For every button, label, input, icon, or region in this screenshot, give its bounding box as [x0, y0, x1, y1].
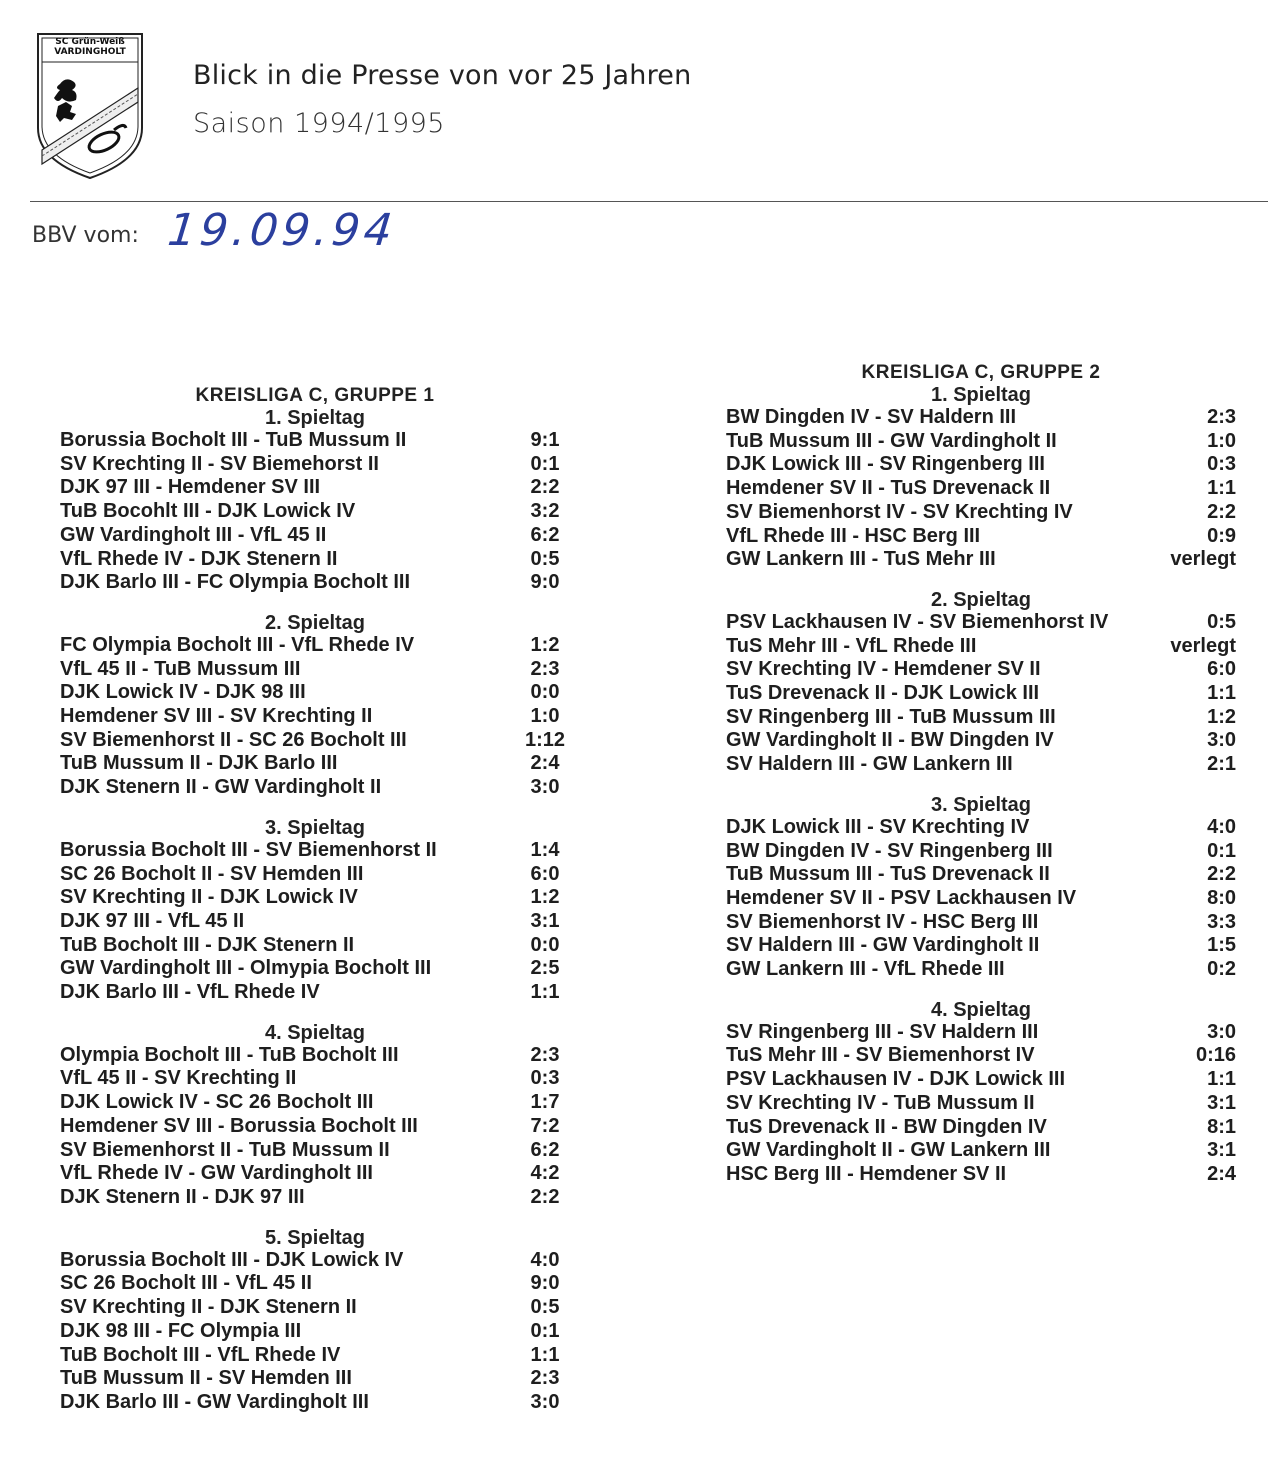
match-row	[726, 863, 1236, 887]
match-row	[726, 1139, 1236, 1163]
match-fixture: SV Krechting II - DJK Lowick IV	[60, 886, 358, 909]
match-fixture: GW Vardingholt III - VfL 45 II	[60, 523, 327, 546]
match-score: 2:2	[530, 476, 560, 499]
match-fixture: TuB Mussum III - GW Vardingholt II	[726, 429, 1057, 452]
match-score: 0:3	[530, 1067, 560, 1090]
match-row	[726, 453, 1236, 477]
match-score: 6:2	[530, 523, 560, 546]
match-fixture: SV Krechting IV - TuB Mussum II	[726, 1091, 1035, 1114]
match-score: 8:1	[1207, 1115, 1236, 1138]
match-row	[726, 1092, 1236, 1116]
match-row	[60, 776, 570, 800]
match-row	[60, 1391, 570, 1415]
match-score: 0:9	[1207, 524, 1236, 547]
match-row	[726, 1116, 1236, 1140]
match-row	[60, 500, 570, 524]
match-score: 0:0	[530, 933, 560, 956]
match-score: 1:12	[524, 728, 566, 751]
match-fixture: DJK Lowick III - SV Krechting IV	[726, 815, 1030, 838]
match-row	[726, 477, 1236, 501]
match-fixture: SV Biemenhorst IV - HSC Berg III	[726, 910, 1039, 933]
match-fixture: DJK Lowick III - SV Ringenberg III	[726, 453, 1045, 476]
club-logo	[34, 32, 146, 180]
match-row	[60, 429, 570, 453]
match-fixture: SV Biemenhorst IV - SV Krechting IV	[726, 500, 1073, 523]
match-row	[60, 981, 570, 1005]
match-score: 1:1	[530, 981, 560, 1004]
matchday-title: 3. Spieltag	[264, 816, 366, 839]
page-title: Blick in die Presse von vor 25 Jahren	[193, 60, 692, 91]
match-score: 9:0	[530, 1272, 560, 1295]
match-fixture: DJK 97 III - Hemdener SV III	[60, 476, 321, 499]
match-fixture: TuB Bocholt III - VfL Rhede IV	[60, 1343, 341, 1366]
match-fixture: SV Biemenhorst II - TuB Mussum II	[60, 1138, 390, 1161]
match-row	[60, 658, 570, 682]
match-score: verlegt	[1170, 634, 1236, 657]
match-row	[726, 406, 1236, 430]
match-score: 0:2	[1207, 958, 1236, 981]
match-row	[726, 1044, 1236, 1068]
match-fixture: SV Krechting IV - Hemdener SV II	[726, 658, 1041, 681]
match-score: 3:1	[1207, 1091, 1236, 1114]
match-row	[726, 525, 1236, 549]
match-score: 3:0	[530, 776, 560, 799]
bbv-label: BBV vom:	[32, 223, 139, 248]
match-fixture: TuB Mussum II - SV Hemden III	[60, 1367, 352, 1390]
match-fixture: Hemdener SV II - PSV Lackhausen IV	[726, 886, 1077, 909]
header-divider	[30, 201, 1268, 202]
match-score: 0:5	[530, 1296, 560, 1319]
match-score: 2:2	[1207, 863, 1236, 886]
match-row	[60, 729, 570, 753]
group-2-column	[726, 362, 1236, 1204]
match-fixture: DJK 97 III - VfL 45 II	[60, 909, 245, 932]
match-score: 2:3	[530, 657, 560, 680]
match-score: 1:2	[530, 633, 560, 656]
match-fixture: SV Krechting II - SV Biemehorst II	[60, 452, 379, 475]
match-fixture: Borussia Bocholt III - DJK Lowick IV	[60, 1248, 404, 1271]
match-fixture: Hemdener SV III - Borussia Bocholt III	[60, 1114, 418, 1137]
match-row	[60, 886, 570, 910]
match-fixture: VfL 45 II - TuB Mussum III	[60, 657, 301, 680]
match-fixture: GW Lankern III - TuS Mehr III	[726, 548, 996, 571]
match-score: 1:2	[1207, 705, 1236, 728]
group-2-title: KREISLIGA C, GRUPPE 2	[861, 362, 1101, 383]
match-fixture: Borussia Bocholt III - TuB Mussum II	[60, 429, 407, 451]
match-row	[60, 1186, 570, 1210]
match-row	[726, 706, 1236, 730]
match-row	[60, 1272, 570, 1296]
match-fixture: DJK Lowick IV - DJK 98 III	[60, 681, 306, 704]
bbv-date-handwritten: 19.09.94	[165, 205, 399, 256]
match-score: 2:3	[530, 1043, 560, 1066]
match-fixture: Olympia Bocholt III - TuB Bocholt III	[60, 1043, 399, 1066]
match-score: 0:5	[1207, 610, 1236, 633]
match-score: 4:2	[530, 1162, 560, 1185]
match-fixture: FC Olympia Bocholt III - VfL Rhede IV	[60, 633, 415, 656]
matchday-title: 2. Spieltag	[930, 588, 1032, 611]
match-score: 3:3	[1207, 910, 1236, 933]
match-fixture: TuB Bocohlt III - DJK Lowick IV	[60, 500, 356, 523]
match-row	[60, 910, 570, 934]
match-fixture: SC 26 Bocholt III - VfL 45 II	[60, 1272, 312, 1295]
match-row	[60, 548, 570, 572]
logo-club-name: SC Grün-Weiß	[55, 37, 125, 47]
match-row	[60, 839, 570, 863]
match-row	[60, 681, 570, 705]
match-fixture: TuS Mehr III - VfL Rhede III	[726, 634, 977, 657]
match-score: 0:0	[530, 681, 560, 704]
match-row	[726, 611, 1236, 635]
match-score: 1:2	[530, 886, 560, 909]
match-fixture: DJK Barlo III - GW Vardingholt III	[60, 1390, 369, 1413]
match-score: 3:1	[1207, 1139, 1236, 1162]
matchday-block	[60, 1022, 570, 1210]
match-fixture: GW Vardingholt III - Olmypia Bocholt III	[60, 957, 432, 980]
match-fixture: DJK Barlo III - FC Olympia Bocholt III	[60, 571, 411, 594]
match-score: 1:1	[530, 1343, 560, 1366]
match-score: 1:1	[1207, 1068, 1236, 1091]
match-score: 1:5	[1207, 934, 1236, 957]
match-row	[726, 816, 1236, 840]
match-row	[60, 1296, 570, 1320]
match-row	[726, 958, 1236, 982]
matchday-block	[60, 1227, 570, 1415]
match-score: 1:1	[1207, 477, 1236, 500]
match-row	[60, 705, 570, 729]
match-row	[726, 840, 1236, 864]
match-fixture: SV Ringenberg III - TuB Mussum III	[726, 705, 1056, 728]
match-fixture: DJK Stenern II - DJK 97 III	[60, 1185, 305, 1208]
match-fixture: SC 26 Bocholt II - SV Hemden III	[60, 862, 364, 885]
match-row	[726, 1021, 1236, 1045]
match-score: 1:0	[1207, 429, 1236, 452]
match-score: 0:3	[1207, 453, 1236, 476]
match-score: 2:4	[1207, 1162, 1236, 1185]
match-fixture: SV Krechting II - DJK Stenern II	[60, 1296, 357, 1319]
match-row	[726, 1163, 1236, 1187]
match-row	[60, 1044, 570, 1068]
match-score: 7:2	[530, 1114, 560, 1137]
match-score: 9:0	[530, 571, 560, 594]
match-score: 3:0	[1207, 729, 1236, 752]
match-row	[726, 753, 1236, 777]
match-score: 9:1	[530, 429, 560, 451]
match-row	[60, 524, 570, 548]
match-fixture: Hemdener SV II - TuS Drevenack II	[726, 477, 1051, 500]
match-row	[726, 658, 1236, 682]
match-fixture: TuB Mussum III - TuS Drevenack II	[726, 863, 1050, 886]
match-score: 1:7	[530, 1091, 560, 1114]
match-row	[726, 548, 1236, 572]
match-fixture: VfL 45 II - SV Krechting II	[60, 1067, 297, 1090]
match-fixture: TuS Drevenack II - BW Dingden IV	[726, 1115, 1047, 1138]
match-score: 3:0	[530, 1390, 560, 1413]
match-score: 3:2	[530, 500, 560, 523]
matchday-block	[60, 817, 570, 1005]
match-row	[60, 1162, 570, 1186]
match-fixture: SV Biemenhorst II - SC 26 Bocholt III	[60, 728, 407, 751]
match-row	[726, 635, 1236, 659]
match-fixture: Hemdener SV III - SV Krechting II	[60, 705, 373, 728]
match-row	[60, 476, 570, 500]
match-fixture: TuB Bocholt III - DJK Stenern II	[60, 933, 355, 956]
match-score: 8:0	[1207, 886, 1236, 909]
match-score: 2:2	[1207, 500, 1236, 523]
matchday-title: 4. Spieltag	[264, 1021, 366, 1044]
match-score: 0:1	[530, 1319, 560, 1342]
match-fixture: PSV Lackhausen IV - DJK Lowick III	[726, 1068, 1065, 1091]
match-score: 3:1	[530, 909, 560, 932]
match-fixture: PSV Lackhausen IV - SV Biemenhorst IV	[726, 610, 1109, 633]
match-score: 2:5	[530, 957, 560, 980]
match-row	[60, 752, 570, 776]
matchday-block	[60, 612, 570, 800]
match-score: 4:0	[1207, 815, 1236, 838]
matchday-block	[726, 999, 1236, 1187]
page-subtitle: Saison 1994/1995	[193, 108, 445, 139]
match-fixture: TuB Mussum II - DJK Barlo III	[60, 752, 338, 775]
match-row	[60, 1067, 570, 1091]
match-row	[726, 430, 1236, 454]
match-fixture: SV Haldern III - GW Lankern III	[726, 753, 1013, 776]
match-fixture: VfL Rhede IV - DJK Stenern II	[60, 547, 338, 570]
match-score: 2:3	[530, 1367, 560, 1390]
match-row	[60, 1320, 570, 1344]
match-row	[726, 934, 1236, 958]
match-score: 2:2	[530, 1185, 560, 1208]
match-row	[60, 1367, 570, 1391]
match-row	[60, 934, 570, 958]
match-score: 1:1	[1207, 682, 1236, 705]
group-2-matchdays	[726, 384, 1236, 1187]
group-1-matchdays	[60, 407, 570, 1415]
matchday-block	[726, 589, 1236, 777]
matchday-title: 1. Spieltag	[930, 384, 1032, 406]
match-fixture: BW Dingden IV - SV Haldern III	[726, 406, 1017, 428]
match-row	[60, 1115, 570, 1139]
match-fixture: GW Vardingholt II - BW Dingden IV	[726, 729, 1054, 752]
match-fixture: BW Dingden IV - SV Ringenberg III	[726, 839, 1053, 862]
match-row	[60, 1139, 570, 1163]
match-row	[60, 634, 570, 658]
match-score: 0:1	[530, 452, 560, 475]
match-row	[60, 1091, 570, 1115]
match-fixture: SV Ringenberg III - SV Haldern III	[726, 1020, 1039, 1043]
match-row	[60, 1249, 570, 1273]
matchday-title: 1. Spieltag	[264, 407, 366, 429]
match-row	[60, 863, 570, 887]
match-score: 0:5	[530, 547, 560, 570]
match-fixture: DJK Stenern II - GW Vardingholt II	[60, 776, 382, 799]
matchday-block	[726, 384, 1236, 572]
match-row	[726, 1068, 1236, 1092]
matchday-title: 3. Spieltag	[930, 793, 1032, 816]
match-fixture: VfL Rhede IV - GW Vardingholt III	[60, 1162, 373, 1185]
match-fixture: DJK Lowick IV - SC 26 Bocholt III	[60, 1091, 374, 1114]
match-fixture: SV Haldern III - GW Vardingholt II	[726, 934, 1040, 957]
match-score: 3:0	[1207, 1020, 1236, 1043]
match-fixture: GW Lankern III - VfL Rhede III	[726, 958, 1005, 981]
match-score: 6:2	[530, 1138, 560, 1161]
match-row	[726, 911, 1236, 935]
match-row	[726, 887, 1236, 911]
matchday-block	[60, 407, 570, 595]
match-fixture: HSC Berg III - Hemdener SV II	[726, 1162, 1007, 1185]
matchday-title: 4. Spieltag	[930, 998, 1032, 1021]
match-fixture: Borussia Bocholt III - SV Biemenhorst II	[60, 838, 437, 861]
match-fixture: DJK 98 III - FC Olympia III	[60, 1319, 302, 1342]
match-score: 0:1	[1207, 839, 1236, 862]
match-fixture: TuS Mehr III - SV Biemenhorst IV	[726, 1044, 1035, 1067]
match-row	[726, 729, 1236, 753]
match-row	[60, 957, 570, 981]
match-fixture: VfL Rhede III - HSC Berg III	[726, 524, 981, 547]
match-row	[726, 682, 1236, 706]
group-1-column	[60, 385, 570, 1432]
match-fixture: TuS Drevenack II - DJK Lowick III	[726, 682, 1040, 705]
match-score: 1:0	[530, 705, 560, 728]
match-row	[726, 501, 1236, 525]
match-row	[60, 1344, 570, 1368]
match-row	[60, 571, 570, 595]
match-score: 2:4	[530, 752, 560, 775]
match-score: 1:4	[530, 838, 560, 861]
matchday-title: 5. Spieltag	[264, 1226, 366, 1249]
match-score: 0:16	[1195, 1044, 1236, 1067]
match-score: 2:1	[1207, 753, 1236, 776]
match-score: 6:0	[1207, 658, 1236, 681]
match-score: verlegt	[1170, 548, 1236, 571]
match-fixture: DJK Barlo III - VfL Rhede IV	[60, 981, 320, 1004]
match-row	[60, 453, 570, 477]
group-1-title: KREISLIGA C, GRUPPE 1	[195, 385, 435, 406]
match-score: 6:0	[530, 862, 560, 885]
match-score: 4:0	[530, 1248, 560, 1271]
match-fixture: GW Vardingholt II - GW Lankern III	[726, 1139, 1051, 1162]
match-score: 2:3	[1207, 406, 1236, 428]
matchday-title: 2. Spieltag	[264, 611, 366, 634]
matchday-block	[726, 794, 1236, 982]
logo-club-place: VARDINGHOLT	[54, 47, 126, 57]
